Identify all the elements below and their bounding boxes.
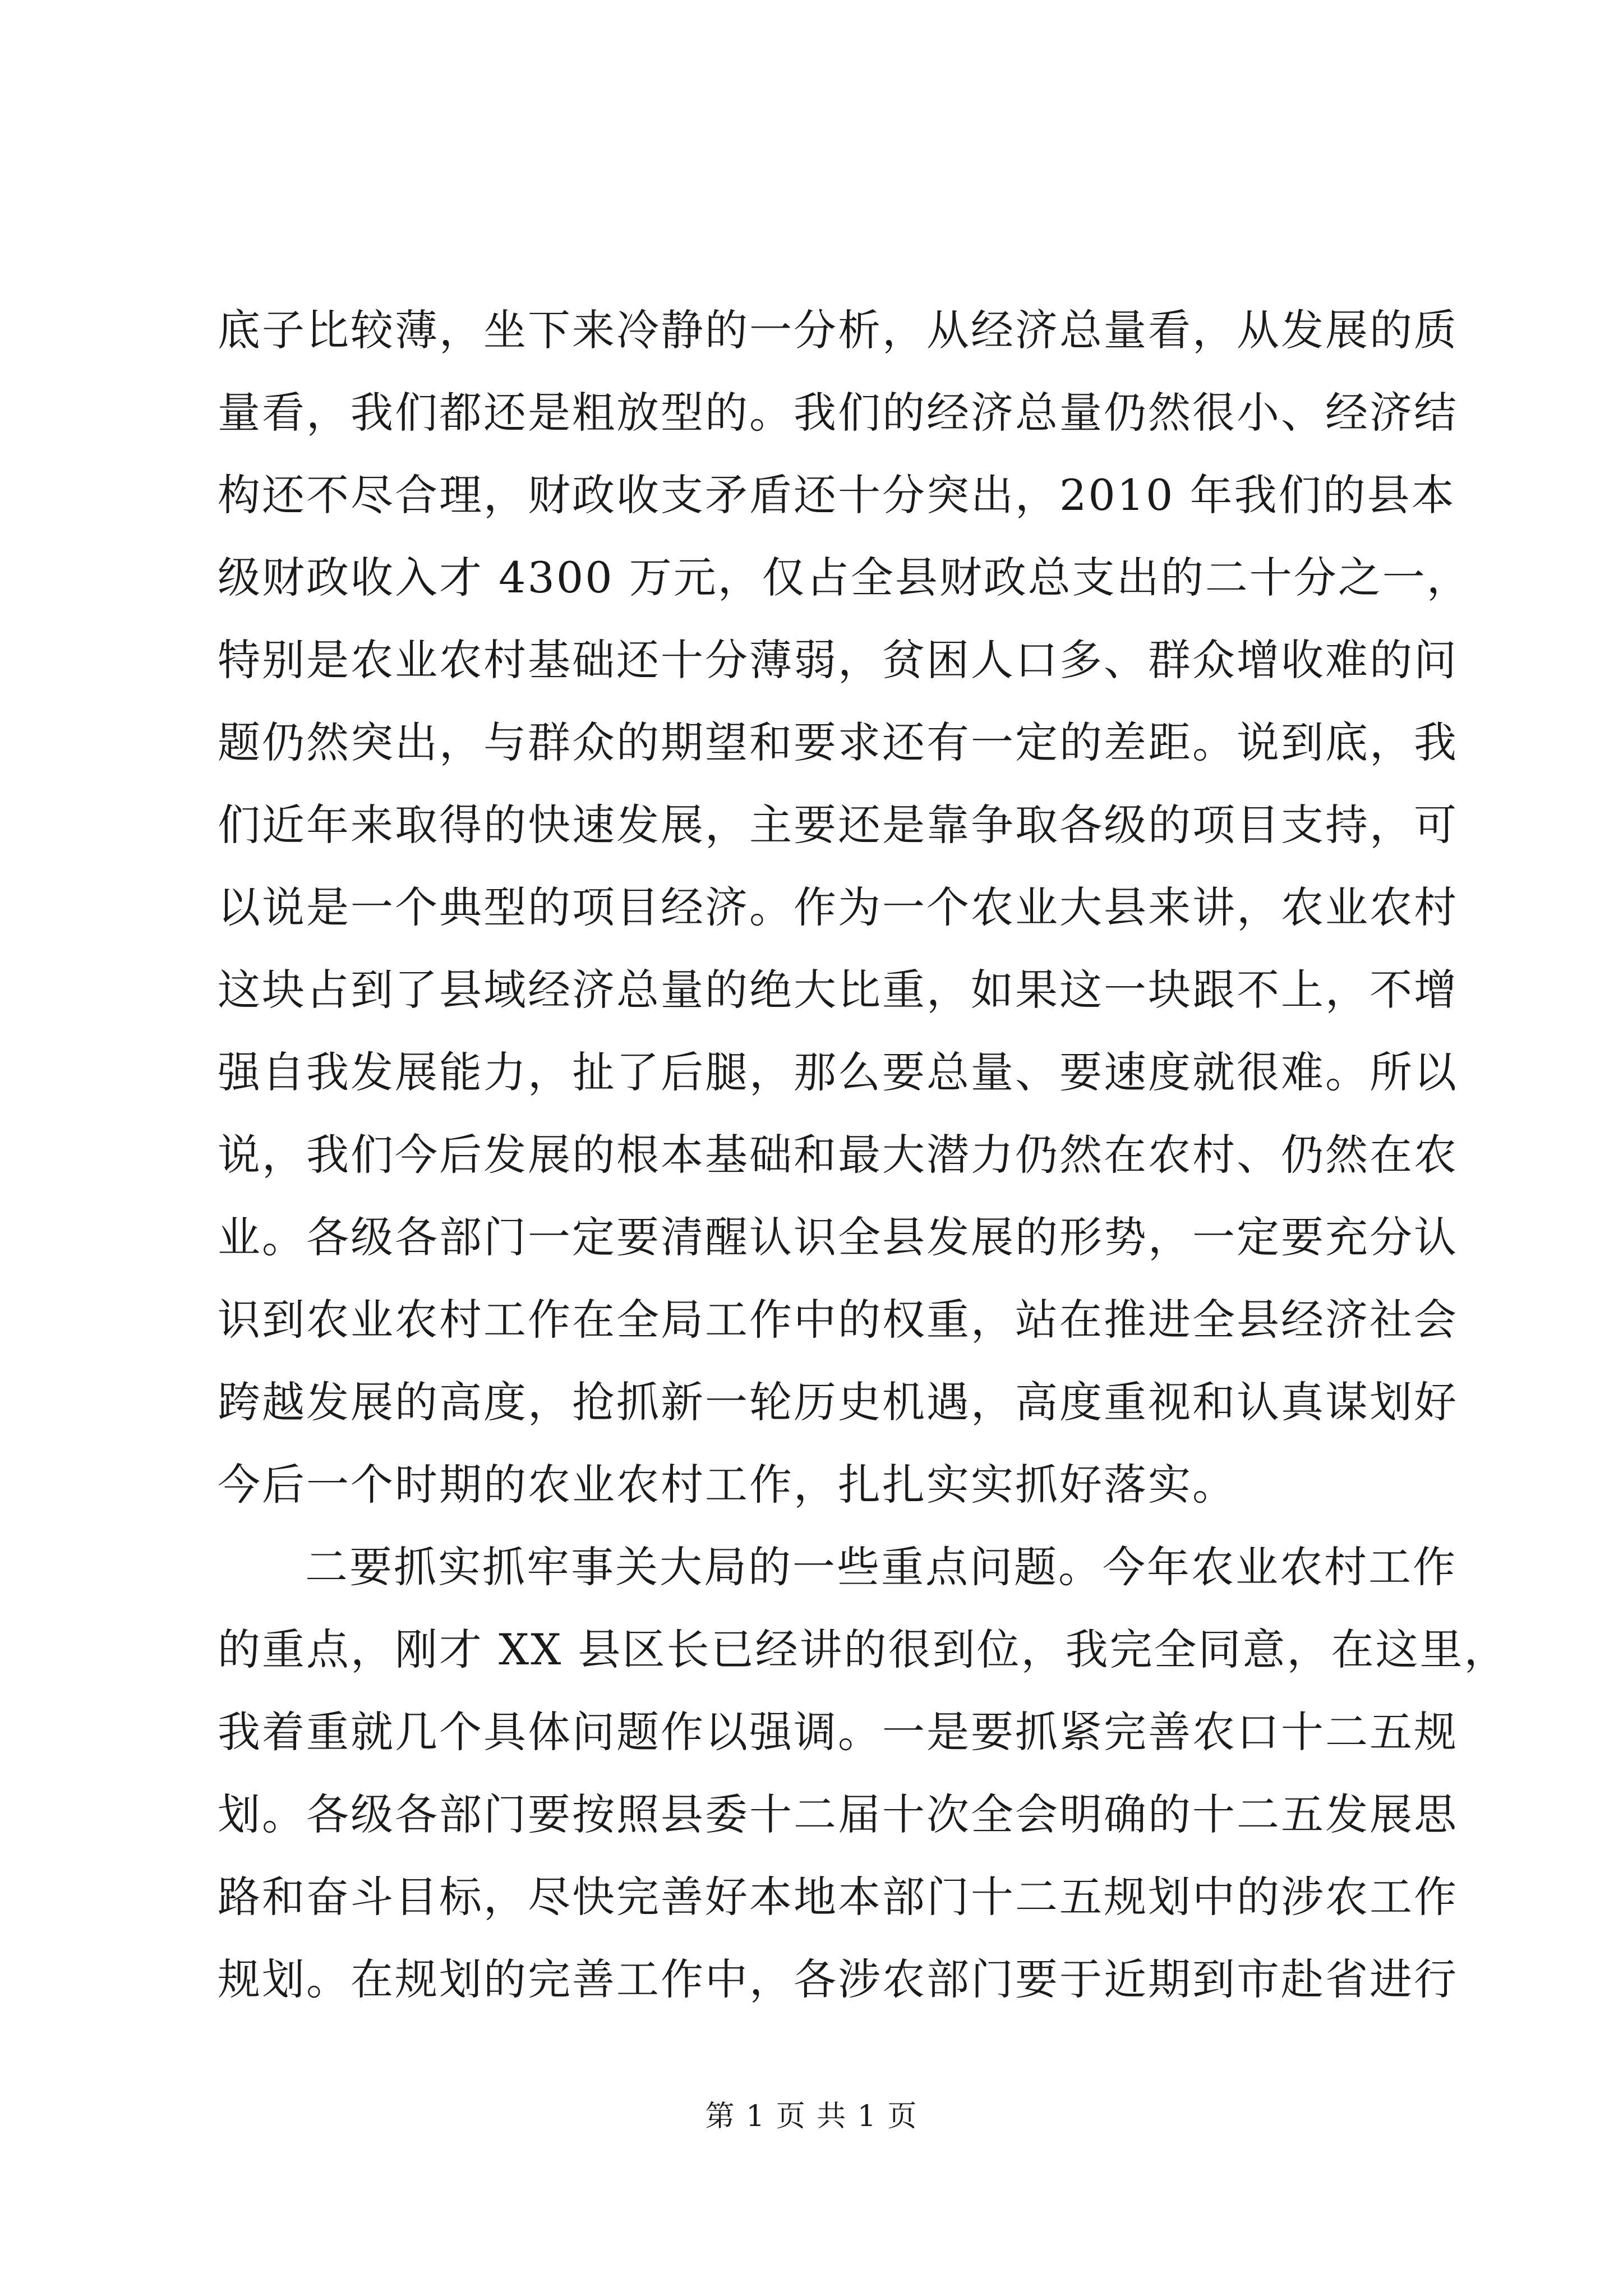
text-line: 构还不尽合理，财政收支矛盾还十分突出，2010 年我们的县本: [218, 470, 1456, 520]
text-line: 我着重就几个具体问题作以强调。一是要抓紧完善农口十二五规: [218, 1707, 1458, 1757]
text-line: 底子比较薄，坐下来冷静的一分析，从经济总量看，从发展的质: [218, 305, 1458, 355]
page-footer: 第 1 页 共 1 页: [705, 2100, 918, 2133]
text-line: 规划。在规划的完善工作中，各涉农部门要于近期到市赴省进行: [218, 1954, 1458, 2004]
text-line: 题仍然突出，与群众的期望和要求还有一定的差距。说到底，我: [218, 717, 1458, 767]
text-line: 业。各级各部门一定要清醒认识全县发展的形势，一定要充分认: [218, 1212, 1458, 1262]
text-line: 路和奋斗目标，尽快完善好本地本部门十二五规划中的涉农工作: [218, 1872, 1458, 1922]
paragraph-1: [218, 289, 1471, 1526]
text-line: 说，我们今后发展的根本基础和最大潜力仍然在农村、仍然在农: [218, 1130, 1458, 1180]
text-line: 量看，我们都还是粗放型的。我们的经济总量仍然很小、经济结: [218, 388, 1458, 438]
text-line: 这块占到了县域经济总量的绝大比重，如果这一块跟不上，不增: [218, 965, 1458, 1015]
text-line: 们近年来取得的快速发展，主要还是靠争取各级的项目支持，可: [218, 800, 1458, 850]
text-line: 跨越发展的高度，抢抓新一轮历史机遇，高度重视和认真谋划好: [218, 1377, 1458, 1427]
text-line: 强自我发展能力，扯了后腿，那么要总量、要速度就很难。所以: [218, 1047, 1458, 1097]
text-line: 二要抓实抓牢事关大局的一些重点问题。今年农业农村工作: [305, 1542, 1457, 1592]
text-line: 以说是一个典型的项目经济。作为一个农业大县来讲，农业农村: [218, 882, 1458, 932]
text-line: 识到农业农村工作在全局工作中的权重，站在推进全县经济社会: [218, 1295, 1458, 1345]
text-line: 划。各级各部门要按照县委十二届十次全会明确的十二五发展思: [218, 1789, 1458, 1839]
body-text: [218, 289, 1509, 2021]
text-line: 今后一个时期的农业农村工作，扎扎实实抓好落实。: [218, 1460, 1237, 1510]
text-line: 特别是农业农村基础还十分薄弱，贫困人口多、群众增收难的问: [218, 635, 1458, 685]
text-line: 的重点，刚才 XX 县区长已经讲的很到位，我完全同意，在这里，: [218, 1625, 1509, 1674]
text-line: 级财政收入才 4300 万元，仅占全县财政总支出的二十分之一，: [218, 553, 1471, 602]
paragraph-2: [218, 1526, 1509, 2021]
